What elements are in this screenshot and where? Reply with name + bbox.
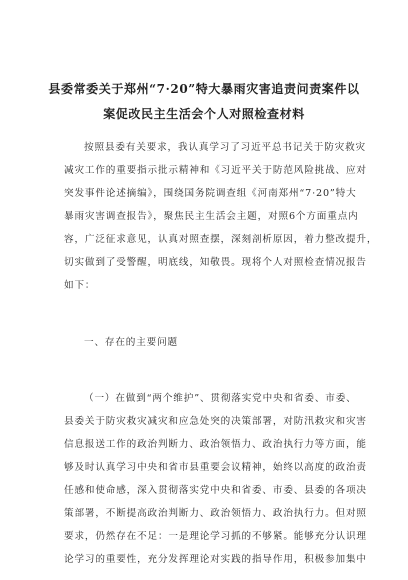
document-title-line-1: 县委常委关于郑州“7·20”特大暴雨灾害追责问责案件以 bbox=[48, 82, 360, 96]
body-line: （一）在做到“两个维护”、贯彻落实党中央和省委、市委、 bbox=[84, 393, 357, 404]
intro-line: 减灾工作的重要指示批示精神和《习近平关于防范风险挑战、应对 bbox=[64, 165, 367, 176]
body-line: 够及时认真学习中央和省市县重要会议精神，始终以高度的政治责 bbox=[64, 462, 367, 473]
body-line: 任感和使命感，深入贯彻落实党中央和省委、市委、县委的各项决 bbox=[64, 485, 367, 496]
intro-line: 切实做到了受警醒，明底线，知敬畏。现将个人对照检查情况报告 bbox=[64, 257, 367, 268]
intro-line: 按照县委有关要求，我认真学习了习近平总书记关于防灾救灾 bbox=[84, 142, 366, 153]
section-heading: 一、存在的主要问题 bbox=[84, 337, 178, 348]
body-line: 论学习的重要性，充分发挥理论对实践的指导作用，积极参加集中 bbox=[64, 554, 367, 565]
body-line: 信息报送工作的政治判断力、政治领悟力、政治执行力等方面，能 bbox=[64, 439, 367, 450]
intro-line: 容，广泛征求意见，认真对照查摆，深刻剖析原因，着力整改提升， bbox=[64, 234, 378, 245]
intro-line: 突发事件论述摘编》，围绕国务院调查组《河南郑州“7·20”特大 bbox=[64, 188, 357, 199]
intro-line: 暴雨灾害调查报告》，聚焦民主生活会主题，对照6个方面重点内 bbox=[64, 211, 359, 222]
body-line: 县委关于防灾救灾减灾和应急处突的决策部署，对防汛救灾和灾害 bbox=[64, 416, 367, 427]
intro-line: 如下： bbox=[64, 280, 96, 291]
body-line: 要求，仍然存在不足：一是理论学习抓的不够紧。能够充分认识理 bbox=[64, 531, 367, 542]
body-line: 策部署，不断提高政治判断力、政治领悟力、政治执行力。但对照 bbox=[64, 508, 367, 519]
document-title-line-2: 案促改民主生活会个人对照检查材料 bbox=[103, 107, 305, 121]
